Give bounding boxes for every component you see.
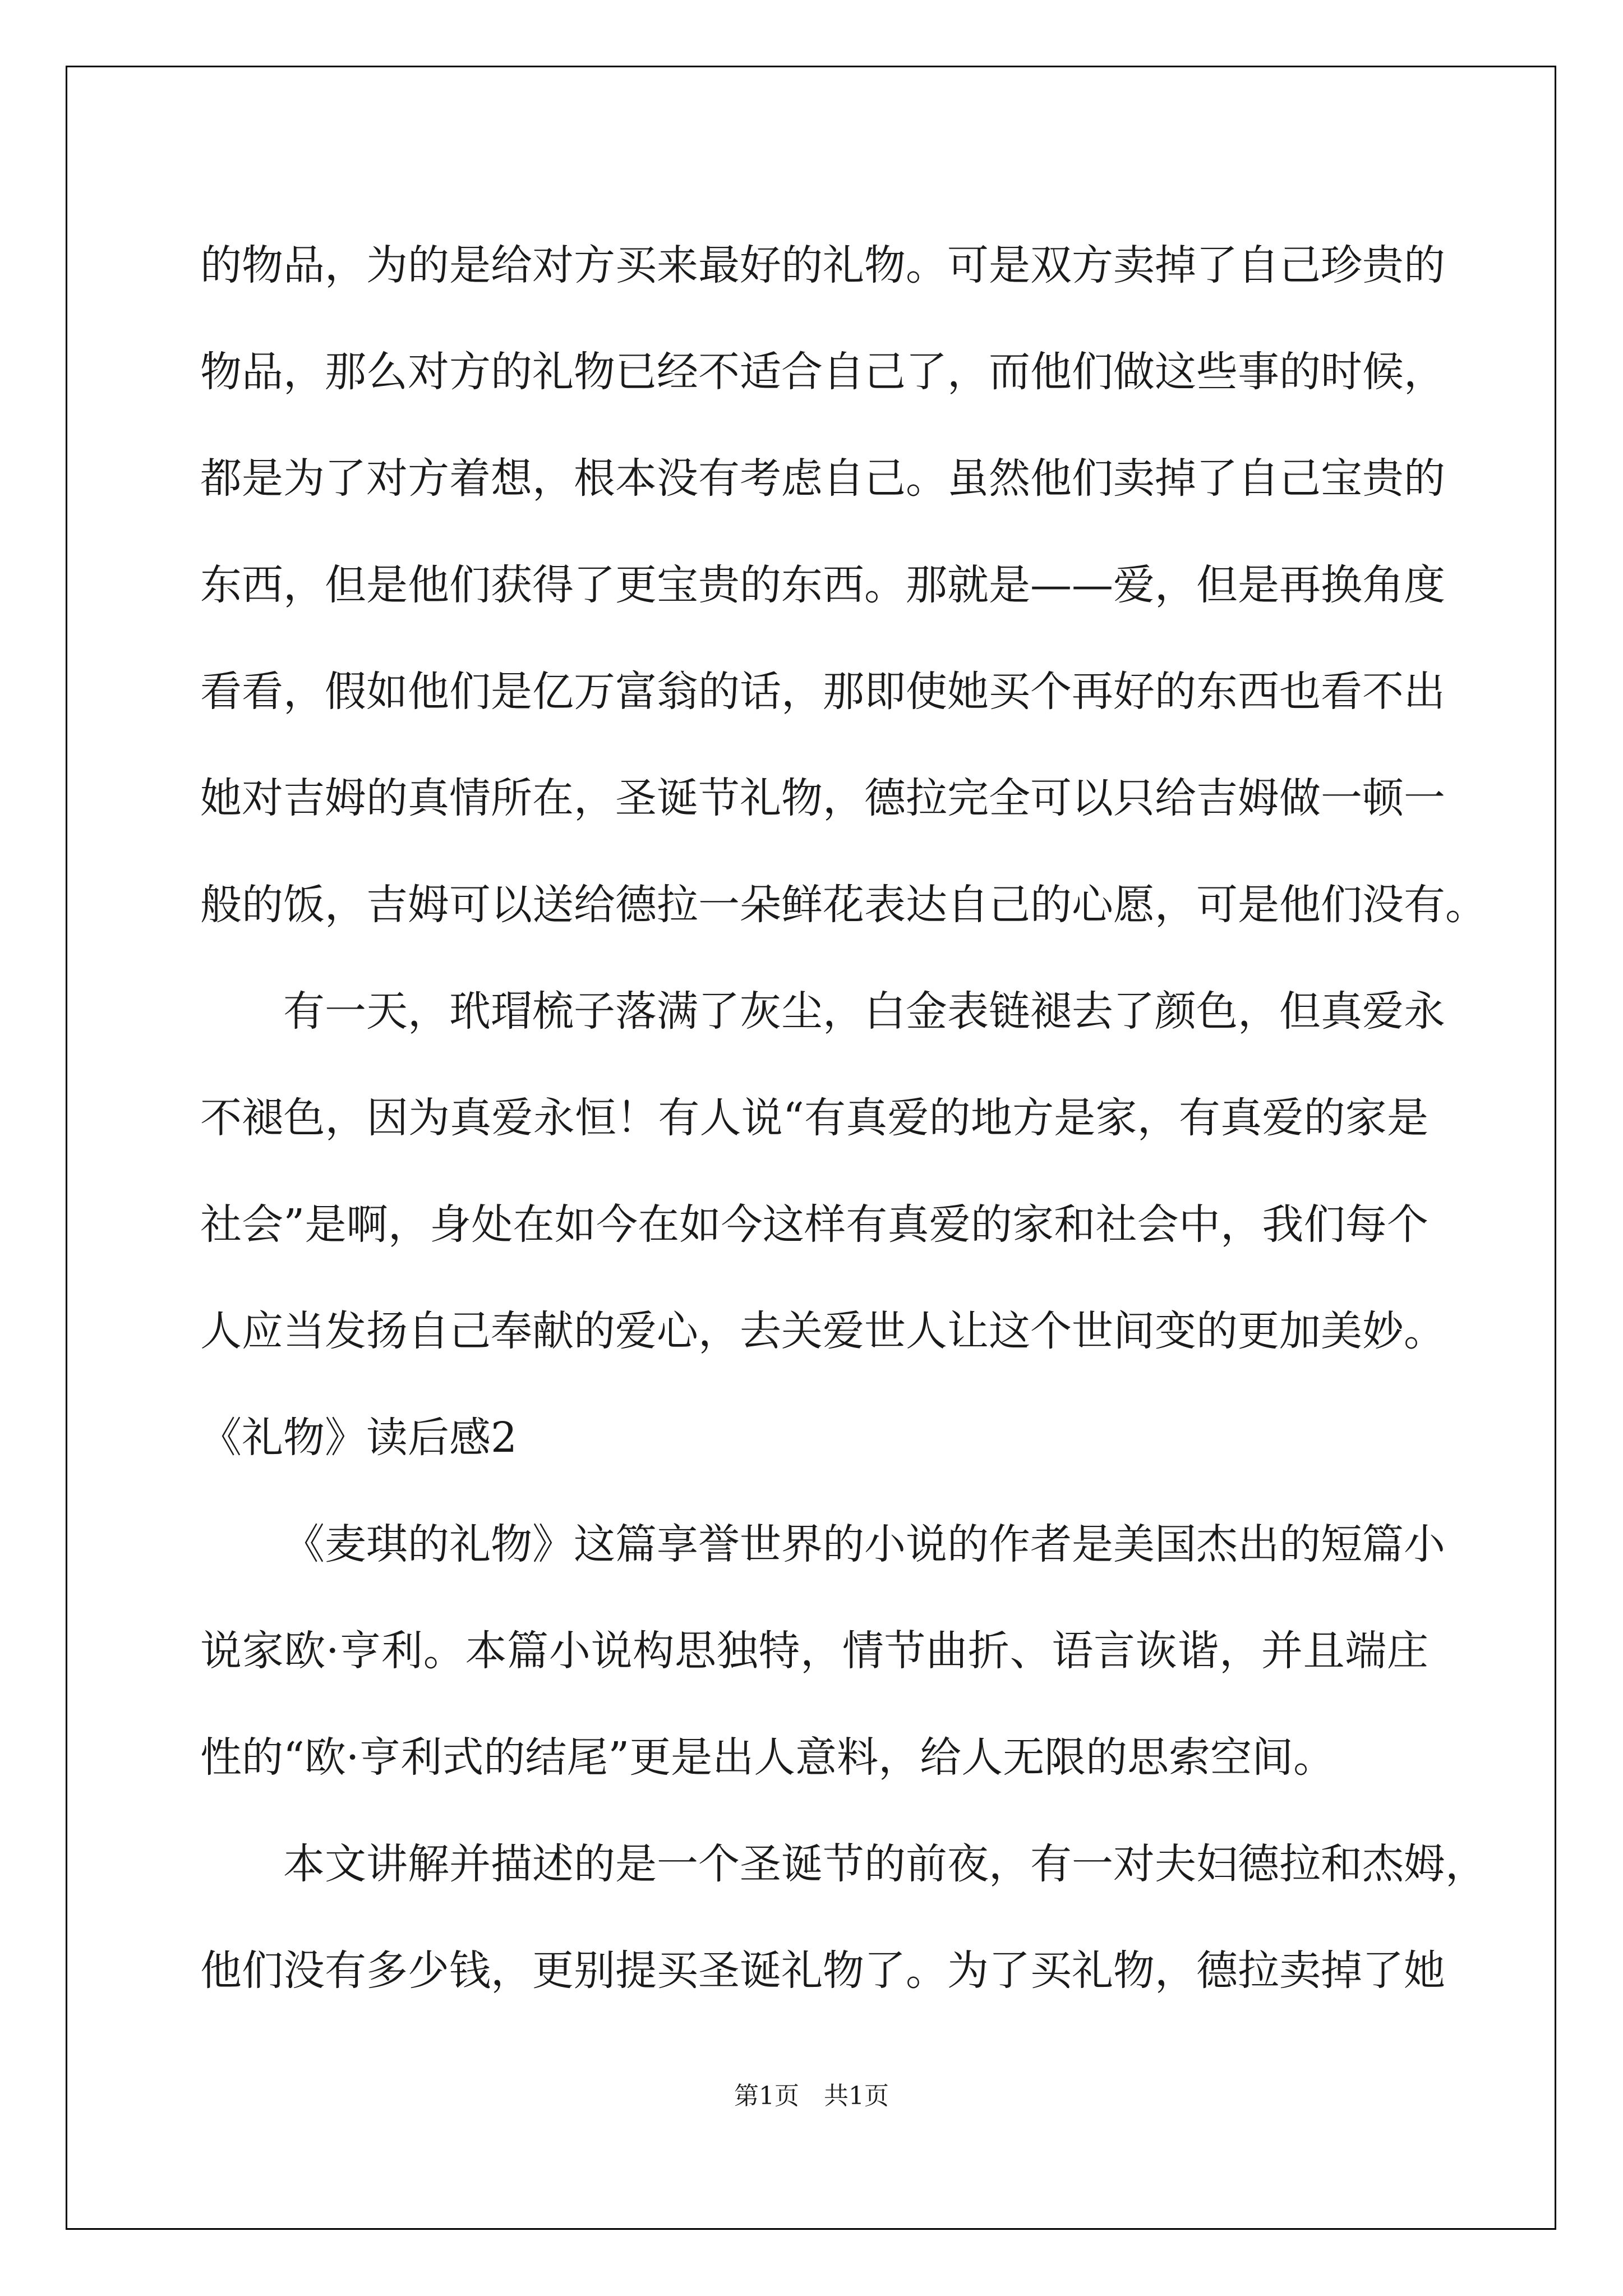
paragraph-start-line: 本文讲解并描述的是一个圣诞节的前夜，有一对夫妇德拉和杰姆， [283, 1840, 1487, 1888]
text-line: 般的饭，吉姆可以送给德拉一朵鲜花表达自己的心愿，可是他们没有。 [200, 881, 1487, 929]
paragraph-start-line: 有一天，玳瑁梳子落满了灰尘，白金表链褪去了颜色，但真爱永 [283, 987, 1445, 1036]
text-line: 不褪色，因为真爱永恒！有人说“有真爱的地方是家，有真爱的家是 [200, 1094, 1428, 1142]
document-body [200, 212, 1487, 2024]
text-line: 性的“欧·亨利式的结尾”更是出人意料，给人无限的思索空间。 [200, 1733, 1335, 1782]
text-line: 的物品，为的是给对方买来最好的礼物。可是双方卖掉了自己珍贵的 [200, 241, 1445, 289]
text-line: 社会”是啊，身处在如今在如今这样有真爱的家和社会中，我们每个 [200, 1200, 1428, 1249]
text-line: 说家欧·亨利。本篇小说构思独特，情节曲折、语言诙谐，并且端庄 [200, 1627, 1428, 1675]
text-line: 都是为了对方着想，根本没有考虑自己。虽然他们卖掉了自己宝贵的 [200, 454, 1445, 503]
text-line: 她对吉姆的真情所在，圣诞节礼物，德拉完全可以只给吉姆做一顿一 [200, 774, 1445, 822]
text-line: 物品，那么对方的礼物已经不适合自己了，而他们做这些事的时候， [200, 348, 1445, 396]
section-heading: 《礼物》读后感2 [200, 1414, 518, 1462]
page-footer: 第1页 共1页 [734, 2082, 889, 2110]
text-line: 他们没有多少钱，更别提买圣诞礼物了。为了买礼物，德拉卖掉了她 [200, 1947, 1445, 1995]
paragraph-start-line: 《麦琪的礼物》这篇享誉世界的小说的作者是美国杰出的短篇小 [283, 1520, 1445, 1568]
text-line: 看看，假如他们是亿万富翁的话，那即使她买个再好的东西也看不出 [200, 668, 1445, 716]
text-line: 人应当发扬自己奉献的爱心，去关爱世人让这个世间变的更加美妙。 [200, 1307, 1445, 1355]
text-line: 东西，但是他们获得了更宝贵的东西。那就是——爱，但是再换角度 [200, 561, 1445, 609]
